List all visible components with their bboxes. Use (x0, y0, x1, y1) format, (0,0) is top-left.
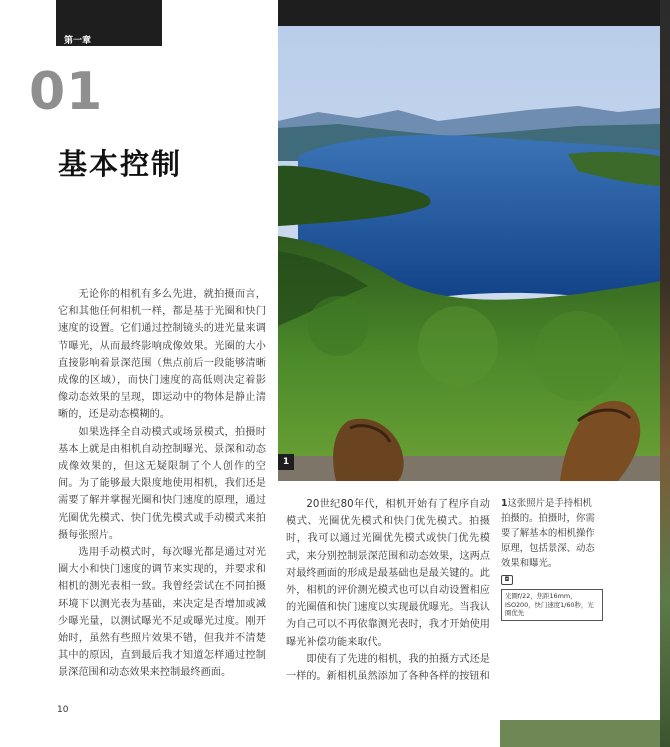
paragraph: 如果选择全自动模式或场景模式，拍摄时基本上就是由相机自动控制曝光、景深和动态成像效果的，但这无疑限制了个人创作的空间。为了能够最大限度地使用相机，我们还是需要了解并掌握光圈和快门速度的原理，通过光圈优先模式、快门优先模式或手动模式来拍摄每张照片。 (58, 426, 266, 541)
body-text-middle (286, 496, 490, 685)
body-text-left (58, 286, 266, 682)
top-dark-bar (278, 0, 660, 26)
adjacent-page-edge (660, 0, 670, 747)
paragraph: 选用手动模式时，每次曝光都是通过对光圈大小和快门速度的调节来实现的，并要求和相机的测光表相一致。我曾经尝试在不同拍摄环境下以测光表为基础，来决定是否增加或减少曝光量，以测试曝光不足或曝光过度。刚开始时，虽然有些照片效果不错，但我并不清楚其中的原因，直到最后我才知道怎样通过控制景深范围和动态效果来控制最终画面。 (58, 547, 266, 679)
photo-number: 1 (278, 454, 294, 470)
photo-caption (501, 496, 601, 621)
page-number: 10 (57, 705, 69, 715)
paragraph: 20世纪80年代，相机开始有了程序自动模式、光圈优先模式和快门优先模式。拍摄时，我可以通过光圈优先模式或快门优先模式，来分别控制景深范围和动态效果，这两点对最终画面的形成是最基础也是最关键的。此外，相机的评价测光模式也可以自动设置相应的光圈值和快门速度以实现最优曝光。当我认为自己可以不再依靠测光表时，我才开始使用曝光补偿功能来取代。 (286, 499, 490, 648)
camera-settings: 光圈f/22，焦距16mm，ISO200，快门速度1/60秒，光圈优先 (501, 589, 603, 621)
chapter-number: 01 (29, 62, 104, 122)
paragraph: 即使有了先进的相机，我的拍摄方式还是一样的。新相机虽然添加了各种各样的按钮和 (286, 653, 490, 683)
chapter-label: 第一章 (64, 36, 92, 46)
camera-icon: ◘ (501, 575, 513, 585)
chapter-tab (56, 0, 162, 46)
lake-photo (278, 26, 660, 481)
caption-number: 1 (501, 498, 508, 509)
chapter-title: 基本控制 (58, 147, 183, 181)
caption-body: 这张照片是手持相机拍摄的。拍摄时，你需要了解基本的相机操作原理，包括景深、动态效果和曝光。 (501, 498, 595, 569)
green-footer-bar (500, 720, 660, 747)
caption-text (501, 496, 601, 571)
paragraph: 无论你的相机有多么先进，就拍摄而言，它和其他任何相机一样，都是基于光圈和快门速度的设置。它们通过控制镜头的进光量来调节曝光，从而最终影响成像效果。光圈的大小直接影响着景深范围（焦点前后一段能够清晰成像的区域），而快门速度的高低则决定着影像动态效果的呈现，即运动中的物体是静止清晰的，还是动态模糊的。 (58, 289, 266, 421)
